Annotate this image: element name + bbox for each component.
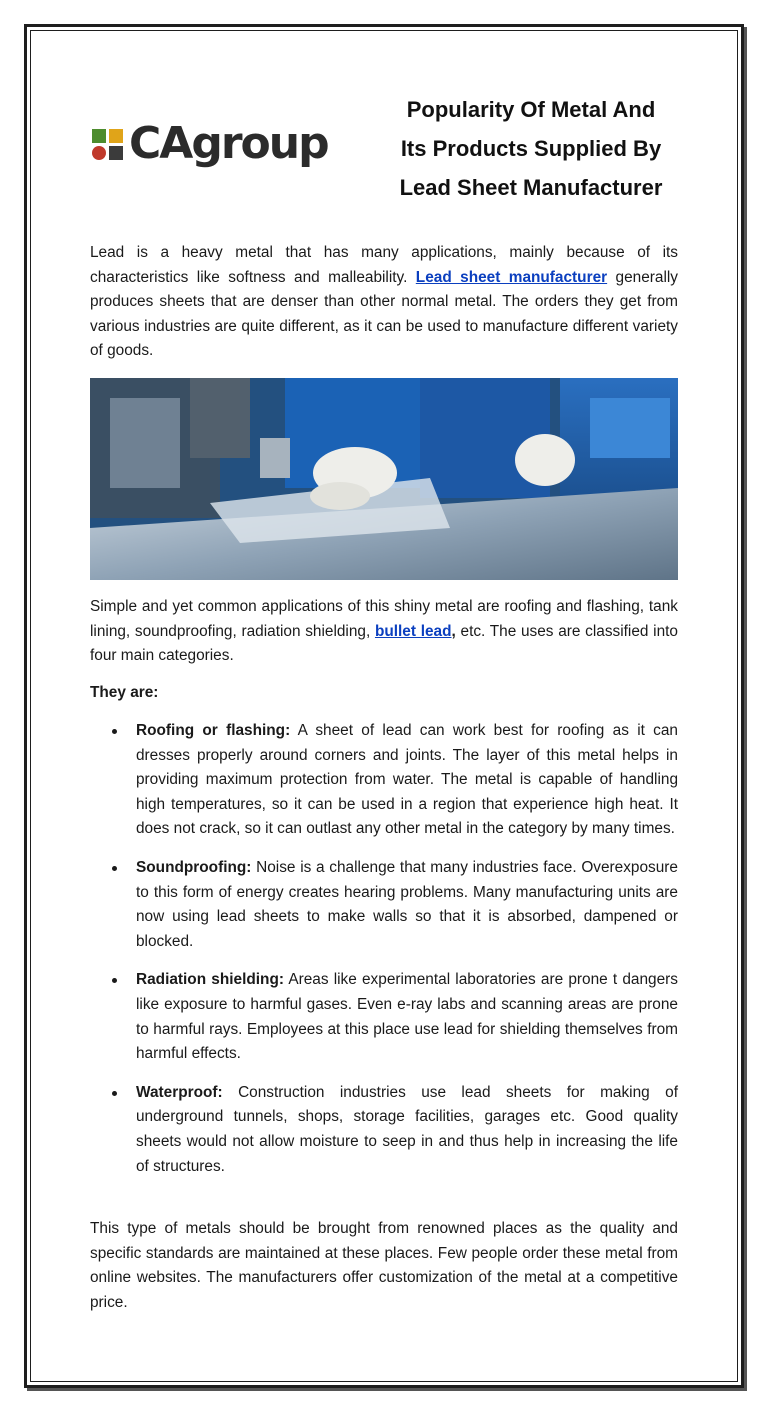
list-item-term: Radiation shielding: xyxy=(136,971,284,989)
list-item-term: Roofing or flashing: xyxy=(136,722,291,739)
intro-paragraph xyxy=(90,241,678,364)
logo-text: CAgroup xyxy=(129,118,328,169)
bullet-dot-icon xyxy=(112,866,117,871)
list-item-radiation-shielding xyxy=(90,968,678,1066)
page-title xyxy=(382,90,680,207)
list-item-text: A sheet of lead can work best for roofing as it can dresses properly around corners and joints. The layer of this metal helps in providing maximum protection from water. The metal is capable of handling high temperatures, so it can be used in a region that experience high heat. It does not crack, so it can outlast any other metal in the category by many times. xyxy=(136,722,678,838)
title-line-2: Its Products Supplied By xyxy=(400,136,662,161)
they-are-heading: They are: xyxy=(90,684,159,701)
logo-gear-icon xyxy=(92,146,106,160)
list-item-roofing xyxy=(90,719,678,842)
bullet-dot-icon xyxy=(112,978,117,983)
logo-green-tile-icon xyxy=(92,129,106,143)
list-item-waterproof xyxy=(90,1081,678,1179)
bullet-dot-icon xyxy=(112,1091,117,1096)
closing-paragraph: This type of metals should be brought from renowned places as the quality and specific standards are maintained at these places. Few people order these metal from online websites. The manufacturers offer customization of the metal at a competitive price. xyxy=(90,1220,678,1311)
photo-illustration xyxy=(90,378,678,580)
list-item-term: Soundproofing: xyxy=(136,858,252,876)
metal-sheet-workers-photo xyxy=(90,378,678,580)
bullet-lead-comma: , xyxy=(451,622,456,640)
categories-list xyxy=(90,719,678,1193)
lead-sheet-manufacturer-link[interactable]: Lead sheet manufacturer xyxy=(415,268,608,286)
list-item-soundproofing xyxy=(90,856,678,954)
title-line-3: Lead Sheet Manufacturer xyxy=(399,175,663,200)
intro-text-start: Lead is a heavy metal that has many applications, mainly because of its characteristics like softness and malleability. xyxy=(90,244,678,286)
logo-gray-tile-icon xyxy=(109,146,123,160)
bullet-lead-link[interactable]: bullet lead xyxy=(374,622,452,640)
title-line-1: Popularity Of Metal And xyxy=(406,97,656,122)
bullet-dot-icon xyxy=(112,729,117,734)
applications-text-start: Simple and yet common applications of this shiny metal are roofing and flashing, tank lining, soundproofing, radiation shielding, xyxy=(90,598,678,640)
intro-text-end: generally produces sheets that are denser than other normal metal. The orders they get from various industries are quite different, as it can be used to manufacture different variety of goods. xyxy=(90,268,678,360)
logo-icon-grid xyxy=(92,129,123,160)
applications-paragraph xyxy=(90,595,678,669)
logo-yellow-tile-icon xyxy=(109,129,123,143)
list-item-text: Construction industries use lead sheets for making of underground tunnels, shops, storage facilities, garages etc. Good quality sheets would not allow moisture to seep in and thus help in increasing the life of structures. xyxy=(136,1083,678,1175)
list-item-text: Noise is a challenge that many industries face. Overexposure to this form of energy creates hearing problems. Many manufacturing units are now using lead sheets to make walls so that it is absorbed, dampened or blocked. xyxy=(136,858,678,950)
applications-text-end: etc. The uses are classified into four main categories. xyxy=(90,622,678,665)
list-item-text: Areas like experimental laboratories are prone t dangers like exposure to harmful gases. Even e-ray labs and scanning areas are prone to harmful rays. Employees at this place use lead for shielding themselves from harmful effects. xyxy=(136,971,678,1063)
cagroup-logo xyxy=(92,114,372,174)
list-item-term: Waterproof: xyxy=(136,1083,223,1101)
